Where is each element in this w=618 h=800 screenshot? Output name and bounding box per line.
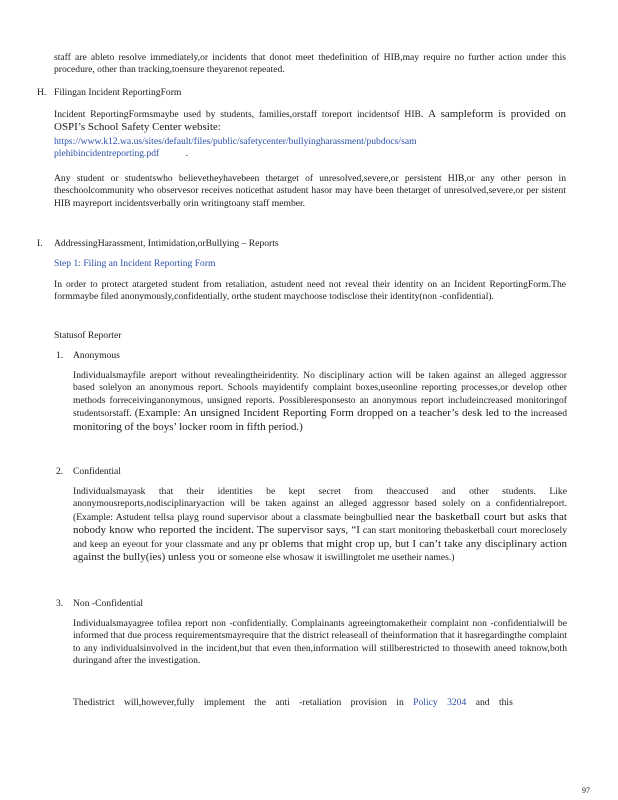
item-1-title: Anonymous [73, 350, 120, 361]
intro-paragraph: staff are ableto resolve immediately,or incidents that donot meet thedefinition of HIB,may require no further action under this procedure, other than tracking,toensure theyarenot repeated. [54, 52, 566, 76]
item-1-marker: 1. [56, 350, 64, 361]
item-3-text-b-lead: Thedistrict will,however,fully implement the anti -retaliation provision in [73, 697, 404, 708]
step-1-heading: Step 1: Filing an Incident Reporting Form [54, 258, 216, 269]
item-2-text-b: near the basketball court but asks that nobody know who reported the incident. The supervisor says, “I [73, 510, 567, 537]
sample-form-url-line2[interactable]: plehibincidentreporting.pdf [54, 148, 160, 160]
policy-3204-link[interactable]: Policy 3204 [413, 697, 467, 708]
item-1-text [73, 370, 567, 434]
item-2-text-c: can start monitoring thebasketball court moreclosely and keep an eyeout for your classmate and any [73, 525, 567, 550]
item-2-text-d: pr oblems that might crop up, but I can’t take any disciplinary action against the bully(ies) unless you or [73, 537, 567, 564]
page-number: 97 [582, 786, 590, 795]
item-2-marker: 2. [56, 466, 64, 477]
section-i-title: AddressingHarassment, Intimidation,orBullying – Reports [54, 238, 279, 249]
section-i-marker: I. [37, 238, 43, 249]
sample-form-url[interactable] [54, 136, 566, 161]
item-3-text-b-tail: and this [475, 697, 513, 708]
section-i-paragraph-1: In order to protect atargeted student from retaliation, astudent need not reveal their identity on an Incident ReportingForm.The formmaybe filed anonymously,confidentially, orthe student maychoose todisclose their identity(non -confidential). [54, 279, 566, 303]
item-3-marker: 3. [56, 598, 64, 609]
section-h-p1-tail: A sampleform is provided on OSPI’s School Safety Center website: [54, 108, 566, 134]
section-h-title: Filingan Incident ReportingForm [54, 87, 182, 98]
section-h-p1-lead: Incident ReportingFormsmaybe used by students, families,orstaff toreport incidentsof HIB. [54, 109, 424, 120]
item-2-text [73, 486, 567, 564]
item-3-text-a: Individualsmayagree tofilea report non -confidentially. Complainants agreeingtomaketheir complaint non -confidentialwill be informed that due process requirementsmayrequire that the district releaseall of theinformation that it hasregardingthe complaint to any individualsinvolved in the incident,but that even then,information will stillberestricted to thosewith aneed toknow,both duringand after the investigation. [73, 618, 567, 667]
item-2-title: Confidential [73, 466, 121, 477]
item-3-text-b [73, 697, 567, 709]
sample-form-url-dot: . [185, 148, 189, 160]
status-of-reporter-heading: Statusof Reporter [54, 330, 122, 341]
section-h-paragraph-2: Any student or studentswho believetheyhavebeen thetarget of unresolved,severe,or persistent HIB,or any other person in theschoolcommunity who observesor receives noticethat astudent hasor may have been thetarget of unresolved,severe,or per sistent HIB mayreport incidentsverbally orin writingtoany staff member. [54, 173, 566, 209]
item-1-text-a: Individualsmayfile areport without revealingtheiridentity. No disciplinary action will be taken against an alleged aggressor based solelyon an anonymous report. Schools mayidentify complaint boxes,useonline reporting processes,or develop other methods forreceivinganonymous, unsigned reports. Possibleresponsesto an anonymous report includeincreased monitoringof studentsorstaff. [73, 370, 567, 420]
item-1-text-d: monitoring of the boys’ locker room in fifth period.) [73, 420, 303, 433]
section-h-marker: H. [37, 87, 47, 98]
item-1-text-b: (Example: An unsigned Incident Reporting Form dropped on a teacher’s desk led to the [134, 407, 528, 420]
section-h-paragraph-1 [54, 108, 566, 135]
sample-form-url-line1[interactable]: https://www.k12.wa.us/sites/default/files/public/safetycenter/bullyingharassment/pubdocs/sam [54, 136, 417, 147]
item-2-text-a: Individualsmayask that their identities be kept secret from theaccused and other students. Like anonymousreports,nodisciplinaryaction will be taken against an alleged aggressor based solely on a confidentialreport. (Example: Astudent tellsa playg round supervisor about a classmate beingbullied [73, 486, 567, 523]
item-1-text-c: increased [530, 408, 567, 420]
item-3-title: Non -Confidential [73, 598, 144, 609]
item-2-text-e: someone else whosaw it iswillingtolet me usetheir names.) [229, 552, 455, 564]
